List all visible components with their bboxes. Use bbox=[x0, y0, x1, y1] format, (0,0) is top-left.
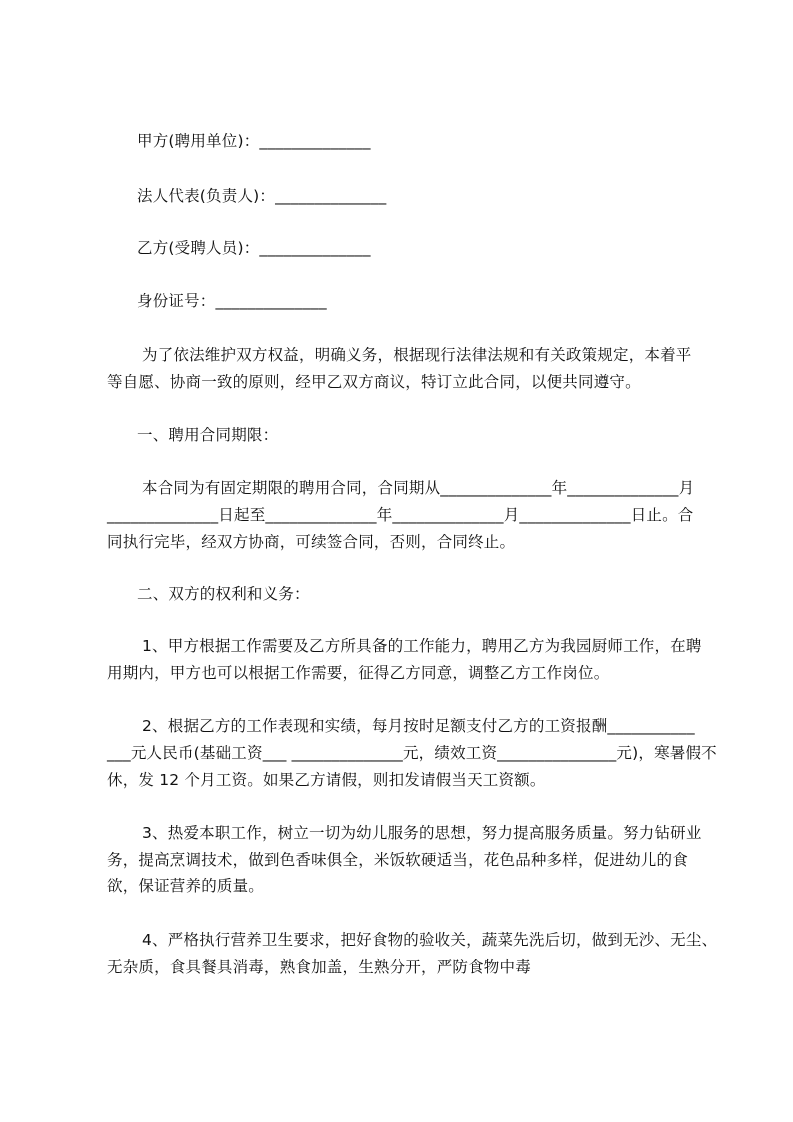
id-number-field: 身份证号：______________ bbox=[137, 292, 327, 310]
item-4-line-1: 4、严格执行营养卫生要求，把好食物的验收关，蔬菜先洗后切，做到无沙、无尘、 bbox=[142, 931, 718, 949]
item-2-line-1: 2、根据乙方的工作表现和实绩，每月按时足额支付乙方的工资报酬___________ bbox=[142, 717, 695, 735]
party-a-field: 甲方(聘用单位)：______________ bbox=[137, 132, 371, 150]
legal-rep-field: 法人代表(负责人)：______________ bbox=[137, 187, 387, 205]
item-3-line-1: 3、热爱本职工作，树立一切为幼儿服务的思想，努力提高服务质量。努力钻研业 bbox=[142, 824, 702, 842]
item-1-line-1: 1、甲方根据工作需要及乙方所具备的工作能力，聘用乙方为我园厨师工作，在聘 bbox=[142, 637, 702, 655]
item-2-line-3: 休，发 12 个月工资。如果乙方请假，则扣发请假当天工资额。 bbox=[107, 771, 546, 789]
section-1-heading: 一、聘用合同期限： bbox=[137, 426, 279, 444]
section-1-line-1: 本合同为有固定期限的聘用合同，合同期从______________年______________月 bbox=[142, 479, 695, 497]
item-2-line-2: ___元人民币(基础工资___ ______________元，绩效工资_______________元)，寒暑假不 bbox=[107, 744, 717, 762]
item-4-line-2: 无杂质，食具餐具消毒，熟食加盖，生熟分开，严防食物中毒 bbox=[107, 958, 531, 976]
preamble-line-2: 等自愿、协商一致的原则，经甲乙双方商议，特订立此合同，以便共同遵守。 bbox=[107, 373, 641, 391]
party-b-field: 乙方(受聘人员)：______________ bbox=[137, 239, 371, 257]
item-1-line-2: 用期内，甲方也可以根据工作需要，征得乙方同意，调整乙方工作岗位。 bbox=[107, 664, 610, 682]
preamble-line-1: 为了依法维护双方权益，明确义务，根据现行法律法规和有关政策规定，本着平 bbox=[142, 346, 692, 364]
section-1-line-3: 同执行完毕，经双方协商，可续签合同，否则，合同终止。 bbox=[107, 533, 516, 551]
section-1-line-2: ______________日起至______________年______________月______________日止。合 bbox=[107, 506, 694, 524]
item-3-line-3: 欲，保证营养的质量。 bbox=[107, 877, 265, 895]
section-2-heading: 二、双方的权利和义务： bbox=[137, 585, 310, 603]
item-3-line-2: 务，提高烹调技术，做到色香味俱全，米饭软硬适当，花色品种多样，促进幼儿的食 bbox=[107, 851, 688, 869]
